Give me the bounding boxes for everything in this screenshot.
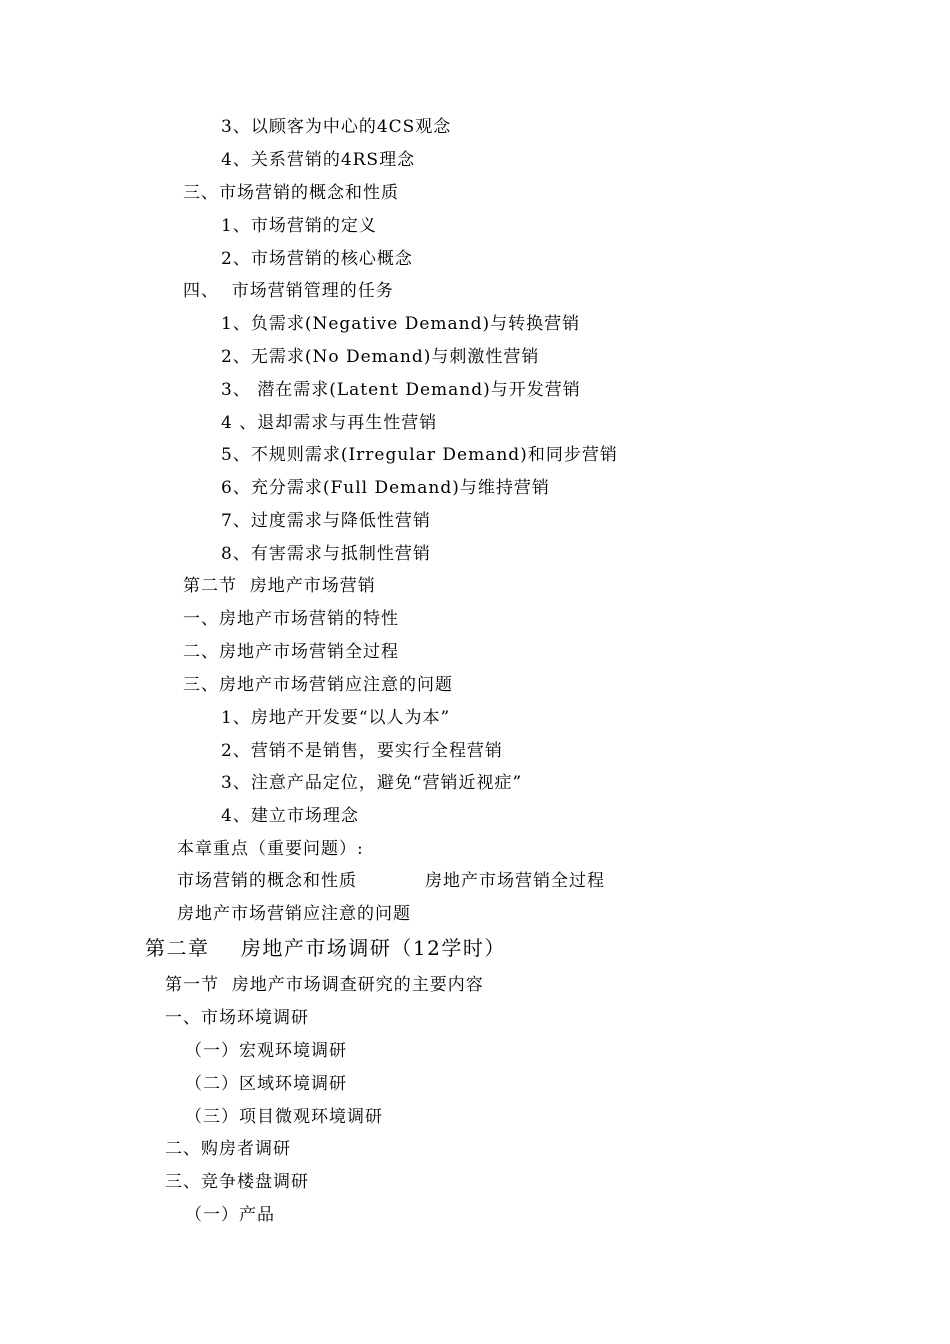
outline-item-full-process-marketing: 2、营销不是销售，要实行全程营销: [221, 741, 503, 761]
outline-item-whole-process: 二、房地产市场营销全过程: [183, 642, 399, 662]
outline-item-issues: 三、房地产市场营销应注意的问题: [183, 675, 453, 695]
outline-item-4rs: 4、关系营销的4RS理念: [221, 150, 416, 170]
outline-item-overfull-demand: 7、过度需求与降低性营销: [221, 511, 431, 531]
outline-item-characteristics: 一、房地产市场营销的特性: [183, 609, 399, 629]
key-point-item: 房地产市场营销应注意的问题: [177, 904, 411, 924]
outline-item-environment: 一、市场环境调研: [165, 1008, 309, 1028]
key-point-item: 市场营销的概念和性质: [177, 871, 357, 891]
outline-item-definition: 1、市场营销的定义: [221, 216, 377, 236]
key-points-heading: 本章重点（重要问题）:: [177, 839, 364, 859]
outline-item-negative-demand: 1、负需求(Negative Demand)与转换营销: [221, 314, 581, 334]
outline-item-irregular-demand: 5、不规则需求(Irregular Demand)和同步营销: [221, 445, 618, 465]
chapter-title: 第二章 房地产市场调研（12学时）: [145, 936, 506, 960]
outline-item-product: （一）产品: [185, 1205, 275, 1225]
outline-item-no-demand: 2、无需求(No Demand)与刺激性营销: [221, 347, 540, 367]
outline-item-positioning: 3、注意产品定位，避免“营销近视症”: [221, 773, 523, 793]
outline-item-macro-environment: （一）宏观环境调研: [185, 1041, 347, 1061]
section-heading-tasks: 四、 市场营销管理的任务: [183, 281, 394, 301]
section-heading-research-content: 第一节 房地产市场调查研究的主要内容: [165, 975, 484, 995]
outline-item-competitors: 三、竞争楼盘调研: [165, 1172, 309, 1192]
outline-item-core-concepts: 2、市场营销的核心概念: [221, 249, 413, 269]
outline-item-micro-environment: （三）项目微观环境调研: [185, 1107, 383, 1127]
outline-item-market-concept: 4、建立市场理念: [221, 806, 359, 826]
outline-item-declining-demand: 4 、退却需求与再生性营销: [221, 413, 438, 433]
outline-item-buyers: 二、购房者调研: [165, 1139, 291, 1159]
section-heading-concept: 三、市场营销的概念和性质: [183, 183, 399, 203]
section-heading-real-estate-marketing: 第二节 房地产市场营销: [183, 576, 376, 596]
key-point-item: 房地产市场营销全过程: [425, 871, 605, 891]
outline-item-harmful-demand: 8、有害需求与抵制性营销: [221, 544, 431, 564]
outline-item-latent-demand: 3、 潜在需求(Latent Demand)与开发营销: [221, 380, 581, 400]
outline-item-people-oriented: 1、房地产开发要“以人为本”: [221, 708, 451, 728]
outline-item-full-demand: 6、充分需求(Full Demand)与维持营销: [221, 478, 550, 498]
outline-item-4cs: 3、以顾客为中心的4CS观念: [221, 117, 452, 137]
outline-item-regional-environment: （二）区域环境调研: [185, 1074, 347, 1094]
